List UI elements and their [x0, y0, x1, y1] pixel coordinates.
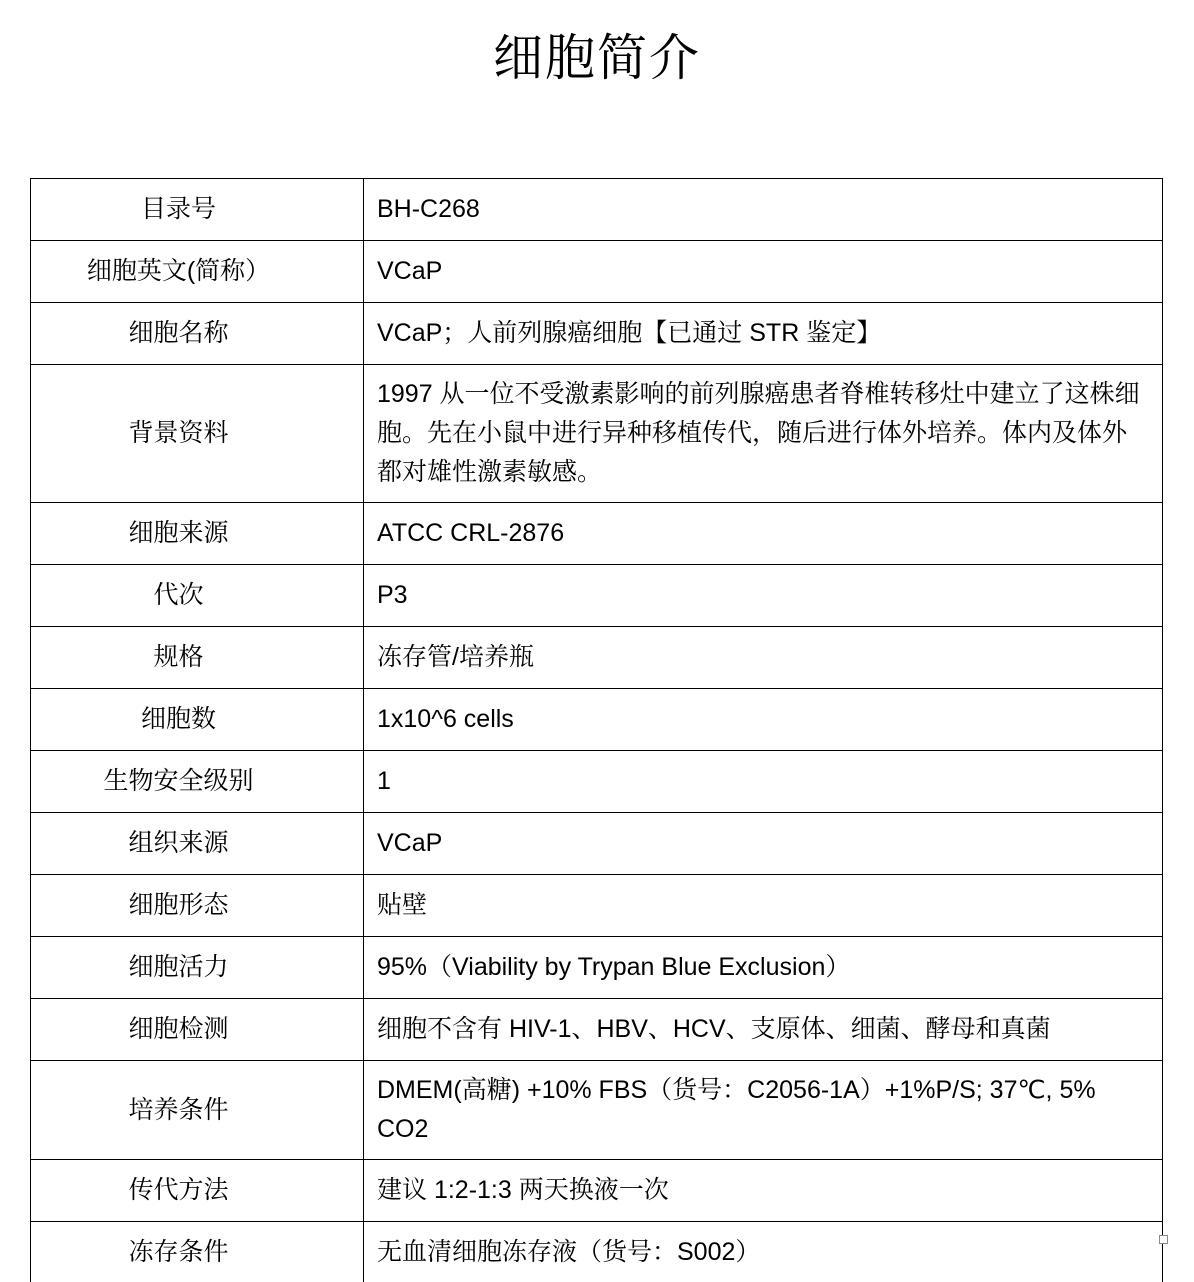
table-row — [31, 241, 1163, 303]
table-row — [31, 813, 1163, 875]
row-label: 细胞名称 — [31, 303, 364, 365]
row-value: DMEM(高糖) +10% FBS（货号：C2056-1A）+1%P/S; 37℃, 5% CO2 — [364, 1061, 1163, 1160]
table-row — [31, 875, 1163, 937]
table-row — [31, 1061, 1163, 1160]
row-label: 生物安全级别 — [31, 751, 364, 813]
table-row — [31, 1222, 1163, 1282]
row-label: 规格 — [31, 627, 364, 689]
row-label: 代次 — [31, 565, 364, 627]
row-value: 冻存管/培养瓶 — [364, 627, 1163, 689]
table-row — [31, 365, 1163, 503]
page-title: 细胞简介 — [493, 30, 701, 86]
table-row — [31, 179, 1163, 241]
cell-info-table-body — [31, 179, 1163, 1282]
row-label: 传代方法 — [31, 1160, 364, 1222]
row-value: 贴壁 — [364, 875, 1163, 937]
row-value: VCaP；人前列腺癌细胞【已通过 STR 鉴定】 — [364, 303, 1163, 365]
row-value: 细胞不含有 HIV-1、HBV、HCV、支原体、细菌、酵母和真菌 — [364, 999, 1163, 1061]
row-value: 95%（Viability by Trypan Blue Exclusion） — [364, 937, 1163, 999]
row-value: VCaP — [364, 241, 1163, 303]
table-row — [31, 565, 1163, 627]
row-label: 培养条件 — [31, 1061, 364, 1160]
table-row — [31, 751, 1163, 813]
table-row — [31, 937, 1163, 999]
row-value: BH-C268 — [364, 179, 1163, 241]
table-row — [31, 689, 1163, 751]
row-value: 建议 1:2-1:3 两天换液一次 — [364, 1160, 1163, 1222]
row-value: 1x10^6 cells — [364, 689, 1163, 751]
table-row — [31, 627, 1163, 689]
row-label: 细胞来源 — [31, 503, 364, 565]
row-label: 背景资料 — [31, 365, 364, 503]
row-label: 细胞英文(简称） — [31, 241, 364, 303]
row-label: 细胞检测 — [31, 999, 364, 1061]
row-label: 细胞数 — [31, 689, 364, 751]
row-value: 无血清细胞冻存液（货号：S002） — [364, 1222, 1163, 1282]
table-row — [31, 999, 1163, 1061]
table-row — [31, 503, 1163, 565]
row-value: 1 — [364, 751, 1163, 813]
row-value: 1997 从一位不受激素影响的前列腺癌患者脊椎转移灶中建立了这株细胞。先在小鼠中进行异种移植传代，随后进行体外培养。体内及体外都对雄性激素敏感。 — [364, 365, 1163, 503]
row-label: 冻存条件 — [31, 1222, 364, 1282]
table-row — [31, 303, 1163, 365]
row-value: VCaP — [364, 813, 1163, 875]
row-label: 细胞活力 — [31, 937, 364, 999]
cell-info-table — [30, 178, 1163, 1282]
row-label: 目录号 — [31, 179, 364, 241]
row-label: 细胞形态 — [31, 875, 364, 937]
row-value: P3 — [364, 565, 1163, 627]
table-row — [31, 1160, 1163, 1222]
row-label: 组织来源 — [31, 813, 364, 875]
table-resize-handle[interactable] — [1159, 1235, 1168, 1244]
row-value: ATCC CRL-2876 — [364, 503, 1163, 565]
